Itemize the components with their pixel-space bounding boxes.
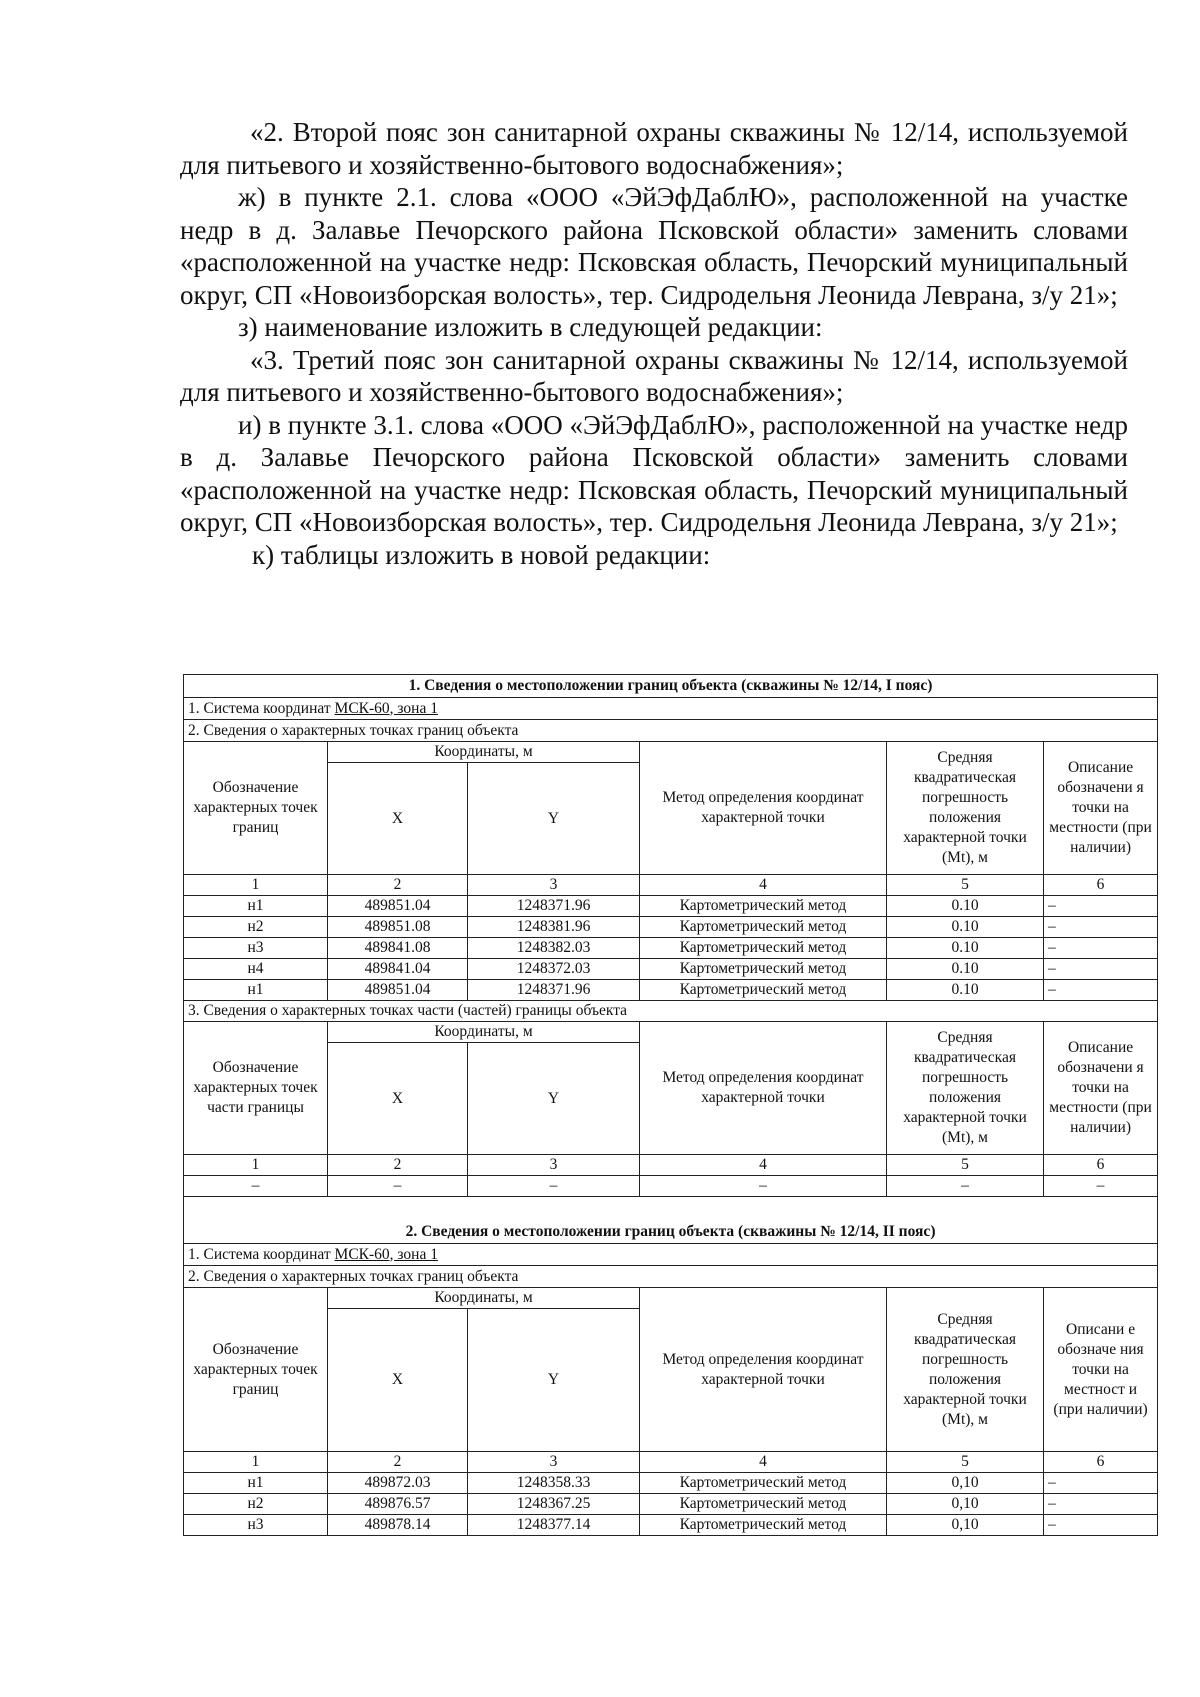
table2-head-error: Средняя квадратическая погрешность положения характерной точки (Mt), м — [887, 1288, 1044, 1452]
table-row: – – – – – – — [184, 1176, 1158, 1197]
table1-parts-head-point: Обозначение характерных точек части границы — [184, 1022, 328, 1155]
table1-parts-head-error: Средняя квадратическая погрешность положения характерной точки (Mt), м — [887, 1022, 1044, 1155]
table1-head-desc: Описание обозначени я точки на местности (при наличии) — [1044, 742, 1158, 875]
table1-head-coords: Координаты, м — [328, 742, 640, 763]
paragraph-zone-3-title: «3. Третий пояс зон санитарной охраны скважины № 12/14, используемой для питьевого и хозяйственно-бытового водоснабжения»; — [180, 344, 1128, 407]
table1-head-method: Метод определения координат характерной точки — [640, 742, 887, 875]
table1-parts-head-x: X — [328, 1043, 468, 1155]
boundary-tables — [183, 674, 1157, 1536]
table-row: н1 489872.03 1248358.33 Картометрический метод 0,10 – — [184, 1473, 1158, 1494]
table1-parts-head-method: Метод определения координат характерной точки — [640, 1022, 887, 1155]
table1-title: 1. Сведения о местоположении границ объекта (скважины № 12/14, I пояс) — [184, 675, 1158, 698]
table1-parts-column-numbers: 1 2 3 4 5 6 — [184, 1155, 1158, 1176]
table2-points-section: 2. Сведения о характерных точках границ объекта — [184, 1266, 1158, 1288]
table1-head-point: Обозначение характерных точек границ — [184, 742, 328, 875]
table-row: н2 489851.08 1248381.96 Картометрический метод 0.10 – — [184, 917, 1158, 938]
table1-parts-section: 3. Сведения о характерных точках части (частей) границы объекта — [184, 1001, 1158, 1022]
table1-head-error: Средняя квадратическая погрешность положения характерной точки (Mt), м — [887, 742, 1044, 875]
table1-parts-head-y: Y — [468, 1043, 640, 1155]
paragraph-item-i: и) в пункте 3.1. слова «ООО «ЭйЭфДаблЮ», расположенной на участке недр в д. Залавье Печорского района Псковской области» заменить словами «расположенной на участке недр: Псковская область, Печорский муниципальный округ, СП «Новоизборская волость», тер. Сидродельня Леонида Леврана, з/у 21»; — [180, 409, 1129, 537]
body-text — [180, 116, 1128, 571]
table2-head-point: Обозначение характерных точек границ — [184, 1288, 328, 1452]
table1-parts-head-coords: Координаты, м — [328, 1022, 640, 1043]
table2-head-desc: Описани е обозначе ния точки на местност и (при наличии) — [1044, 1288, 1158, 1452]
table-row: н3 489878.14 1248377.14 Картометрический метод 0,10 – — [184, 1515, 1158, 1536]
table-row: н3 489841.08 1248382.03 Картометрический метод 0.10 – — [184, 938, 1158, 959]
table2-head-coords: Координаты, м — [328, 1288, 640, 1309]
table1-head-y: Y — [468, 763, 640, 875]
paragraph-item-k: к) таблицы изложить в новой редакции: — [252, 539, 711, 570]
table-row: н2 489876.57 1248367.25 Картометрический метод 0,10 – — [184, 1494, 1158, 1515]
table2-head-x: X — [328, 1309, 468, 1452]
paragraph-item-zh: ж) в пункте 2.1. слова «ООО «ЭйЭфДаблЮ», расположенной на участке недр в д. Залавье Печорского района Псковской области» заменить словами «расположенной на участке недр: Псковская область, Печорский муниципальный округ, СП «Новоизборская волость», тер. Сидродельня Леонида Леврана, з/у 21»; — [180, 182, 1128, 310]
table2-head-method: Метод определения координат характерной точки — [640, 1288, 887, 1452]
table-row: н1 489851.04 1248371.96 Картометрический метод 0.10 – — [184, 896, 1158, 917]
table1-points-section: 2. Сведения о характерных точках границ объекта — [184, 720, 1158, 742]
table-row: н4 489841.04 1248372.03 Картометрический метод 0.10 – — [184, 959, 1158, 980]
table-spacer — [184, 1197, 1158, 1222]
paragraph-zone-2-title: «2. Второй пояс зон санитарной охраны скважины № 12/14, используемой для питьевого и хозяйственно-бытового водоснабжения»; — [180, 117, 1128, 180]
table2-title: 2. Сведения о местоположении границ объекта (скважины № 12/14, II пояс) — [184, 1221, 1158, 1244]
table1-coord-system: 1. Система координат МСК-60, зона 1 — [184, 698, 1158, 720]
table1-head-x: X — [328, 763, 468, 875]
table2-coord-system: 1. Система координат МСК-60, зона 1 — [184, 1244, 1158, 1266]
table-row: н1 489851.04 1248371.96 Картометрический метод 0.10 – — [184, 980, 1158, 1001]
table2-head-y: Y — [468, 1309, 640, 1452]
paragraph-item-z: з) наименование изложить в следующей редакции: — [238, 312, 823, 342]
boundary-table — [183, 674, 1158, 1536]
table2-column-numbers: 1 2 3 4 5 6 — [184, 1452, 1158, 1473]
table1-column-numbers: 1 2 3 4 5 6 — [184, 875, 1158, 896]
table1-parts-head-desc: Описание обозначени я точки на местности (при наличии) — [1044, 1022, 1158, 1155]
